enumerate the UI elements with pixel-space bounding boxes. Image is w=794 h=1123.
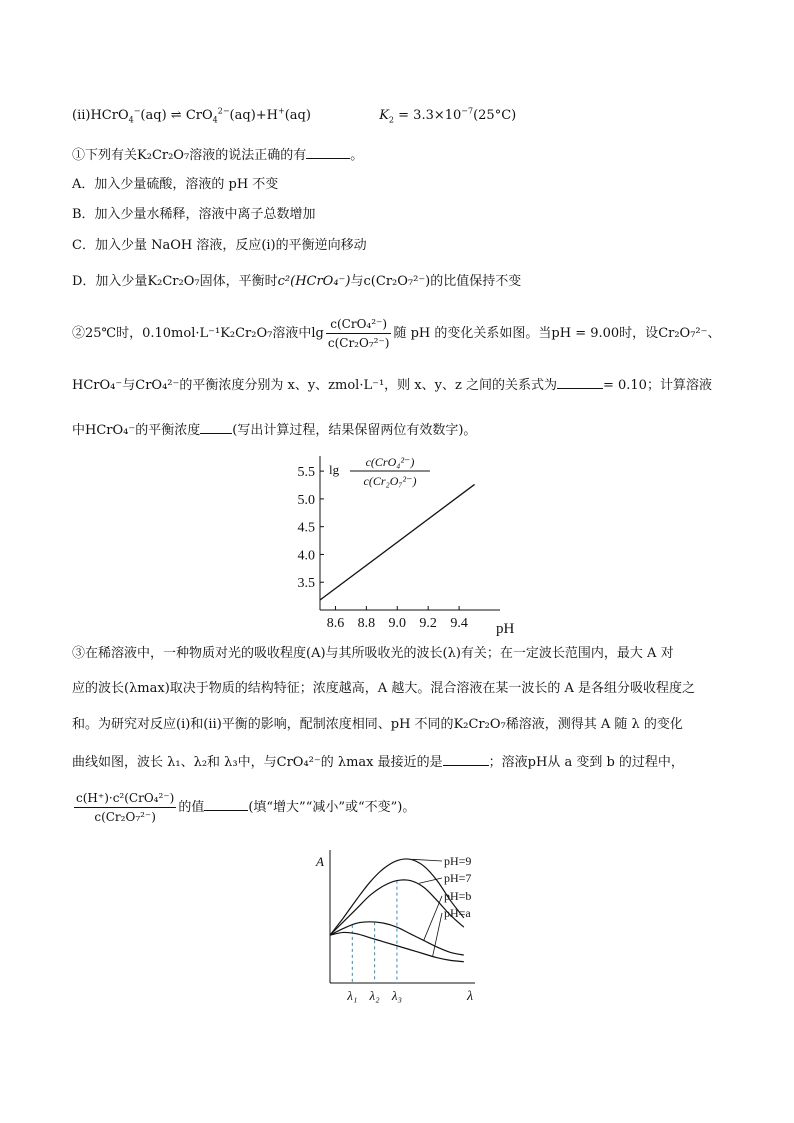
hcro4-formula: HCrO [90, 108, 129, 123]
k-label: K [379, 108, 389, 123]
d-compound: K₂Cr₂O₇ [147, 274, 200, 289]
y-tick-label: 4.5 [297, 520, 315, 536]
series-line [330, 922, 464, 955]
q2-eq-conc: 的平衡浓度 [135, 423, 201, 438]
q2-eq: = 0.10；计算溶液 [602, 378, 712, 393]
x-tick-label: 9.4 [450, 616, 468, 631]
q3-l4a: 曲线如图，波长 λ₁、λ₂和 λ₃中，与 [72, 755, 277, 770]
state-aq: (aq) [140, 108, 167, 123]
lambda-blank[interactable] [443, 752, 489, 766]
y-axis-label-num: c(CrO₄²⁻) [365, 455, 415, 469]
q3-l4b: CrO₄²⁻ [276, 755, 321, 770]
q3-frac-den: c(Cr₂O₇²⁻) [94, 810, 156, 824]
x-tick-label: 9.2 [419, 616, 437, 631]
q2-in: 中 [72, 423, 86, 438]
equilibrium-ii: (ⅱ)HCrO$_4$−(aq) ⇌ CrO$_4^{2-}$(aq)+H+(aq) $K_2 = 3.3\times 10^{-7}(25^\circ C)$ [72, 106, 517, 125]
y-tick-label: 5.0 [297, 492, 315, 508]
q3-line3 [72, 716, 683, 734]
y-axis-label-lg: lg [329, 462, 340, 477]
legend-label: pH=7 [444, 871, 472, 885]
y-tick-label: 3.5 [297, 576, 315, 592]
trend-blank[interactable] [204, 797, 248, 811]
x-tick-label: λ₃ [391, 988, 403, 1003]
q3-l5b: (填“增大”“减小”或“不变”)。 [248, 800, 416, 815]
lg-ratio-vs-ph-chart [280, 450, 520, 640]
q2-frac-den: c(Cr₂O₇²⁻) [327, 336, 390, 350]
q2-frac-num: c(CrO₄²⁻) [326, 316, 392, 334]
state-aq-h: (aq)+H [229, 108, 278, 123]
conc-blank[interactable] [200, 420, 232, 434]
d-prefix: D．加入少量 [72, 274, 148, 289]
q1-option-d [72, 273, 521, 291]
d-with: 与 [350, 274, 364, 289]
q3-line5 [72, 790, 415, 825]
q3-frac-num: c(H⁺)·c²(CrO₄²⁻) [74, 790, 176, 808]
q2-species: Cr₂O₇²⁻ [658, 326, 708, 341]
q3-l3a: 和。为研究对反应(ⅰ)和(ⅱ)平衡的影响，配制浓度相同、pH 不同的 [72, 717, 454, 732]
q3-line1: ③在稀溶液中，一种物质对光的吸收程度(A)与其所吸收光的波长(λ)有关；在一定波长范围内，最大 A 对 [72, 646, 674, 661]
q1-end: 。 [350, 148, 364, 163]
q3-fraction [74, 790, 176, 825]
equilibrium-arrow-icon: ⇌ [170, 108, 182, 123]
series-line [320, 484, 475, 600]
y-axis-label: A [316, 854, 324, 869]
q3-l3c: 稀溶液，测得其 A 随 λ 的变化 [505, 717, 683, 732]
legend-leader [433, 913, 442, 956]
q3-l5a: 的值 [178, 800, 205, 815]
q3-l4c: 的 λmax 最接近的是 [320, 755, 443, 770]
d-c: c(Cr₂O₇²⁻) [363, 274, 431, 289]
q2-note: (写出计算过程，结果保留两位有效数字)。 [232, 423, 477, 438]
legend-label: pH=9 [444, 854, 472, 868]
q3-line4 [72, 752, 684, 772]
q2-fraction [326, 316, 392, 351]
y-axis-label-den: c(Cr₂O₇²⁻) [363, 474, 417, 488]
legend-label: pH=b [444, 889, 472, 903]
q2-with: 与 [122, 378, 136, 393]
q2-stem-line3 [72, 420, 476, 440]
k-sub: 2 [388, 115, 395, 125]
q2-after: 随 pH 的变化关系如图。当 [393, 326, 552, 341]
q1-suffix: 溶液的说法正确的有 [189, 148, 307, 163]
x-tick-label: 9.0 [388, 616, 407, 631]
state-aq-2: (aq) [284, 108, 311, 123]
x-tick-label: 8.8 [357, 616, 376, 631]
cro4-formula: CrO [185, 108, 213, 123]
q3-l4d: ；溶液pH从 a 变到 b 的过程中， [488, 755, 684, 770]
q2-set: 时，设 [619, 326, 659, 341]
q2-lg: lg [311, 326, 324, 341]
x-tick-label: 8.6 [326, 616, 345, 631]
q1-stem [72, 145, 363, 165]
q2-cro4: CrO₄²⁻ [135, 378, 180, 393]
roman-ii: (ⅱ) [72, 108, 91, 123]
q1-option-a: A．加入少量硫酸，溶液的 pH 不变 [72, 177, 279, 192]
q1-prefix: ①下列有关 [72, 148, 138, 163]
legend-leader [424, 896, 442, 940]
q2-sep: 、 [707, 326, 721, 341]
q2-relation: 的平衡浓度分别为 x、y、zmol·L⁻¹，则 x、y、z 之间的关系式为 [179, 378, 557, 393]
q1-option-b: B．加入少量水稀释，溶液中离子总数增加 [72, 207, 316, 222]
x-tick-label: λ₂ [369, 988, 380, 1003]
k-condition: (25°C) [473, 108, 517, 123]
relation-blank[interactable] [557, 375, 603, 389]
absorbance-vs-wavelength-chart [300, 845, 520, 1010]
q1-option-c: C．加入少量 NaOH 溶液，反应(ⅰ)的平衡逆向移动 [72, 238, 367, 253]
q2-hcro4-b: HCrO₄⁻ [85, 423, 136, 438]
k-exp: −7 [461, 106, 474, 116]
d-c2: c²(HCrO₄⁻) [277, 274, 351, 289]
d-end: 的比值保持不变 [430, 274, 522, 289]
q2-stem-line1 [72, 316, 721, 351]
q2-hcro4: HCrO₄⁻ [72, 378, 123, 393]
answer-blank[interactable] [306, 145, 350, 159]
legend-label: pH=a [444, 906, 471, 920]
legend-leader [413, 859, 442, 861]
q2-ph: pH = 9.00 [551, 326, 620, 341]
x-axis-label: λ [467, 989, 474, 1004]
q2-conc: 0.10mol·L⁻¹K₂Cr₂O₇ [142, 326, 273, 341]
q2-prefix: ②25℃时， [72, 326, 143, 341]
d-mid: 固体，平衡时 [199, 274, 278, 289]
q2-stem-line2 [72, 375, 712, 395]
x-tick-label: λ₁ [347, 988, 358, 1003]
q3-line2: 应的波长(λmax)取决于物质的结构特征；浓度越高，A 越大。混合溶液在某一波长的 A 是各组分吸收程度之 [72, 681, 695, 696]
k-value: = 3.3×10 [398, 108, 462, 123]
q1-compound: K₂Cr₂O₇ [137, 148, 190, 163]
q2-mid: 溶液中 [272, 326, 312, 341]
q3-l3b: K₂Cr₂O₇ [453, 717, 506, 732]
y-tick-label: 5.5 [297, 465, 315, 481]
y-tick-label: 4.0 [297, 548, 315, 564]
x-axis-label: pH [496, 621, 515, 637]
